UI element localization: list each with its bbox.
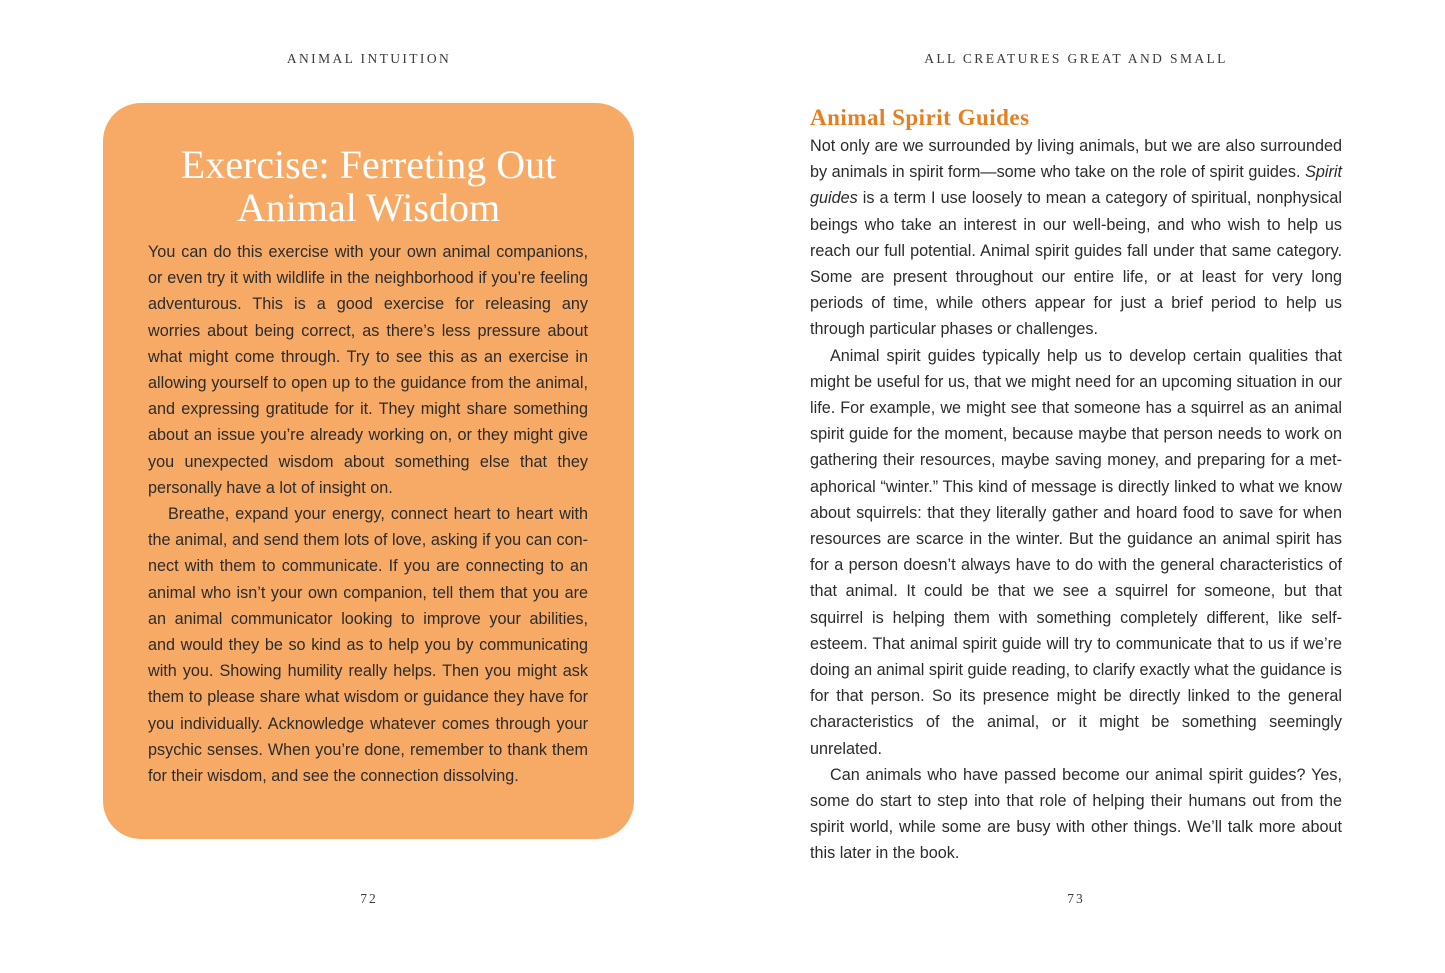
exercise-title xyxy=(103,143,634,229)
section-heading: Animal Spirit Guides xyxy=(810,105,1030,130)
exercise-title-line2: Animal Wisdom xyxy=(236,185,501,230)
page-number-left: 72 xyxy=(360,891,378,906)
body-paragraph-1-rest: is a term I use loosely to mean a category of spiritual, nonphysical beings who take an interest in our well-being, and who wish to help us reach our full potential. Animal spirit guides fall under that same category. Some are present throughout our entire life, or at least for very long periods of time, while others appear for just a brief period to help us through particular phases or challenges. xyxy=(810,189,1342,339)
body-paragraph-1-italic: Spirit guides xyxy=(810,163,1342,208)
right-body-text xyxy=(810,133,1342,867)
exercise-body xyxy=(148,239,588,789)
running-head-right: ALL CREATURES GREAT AND SMALL xyxy=(924,51,1228,66)
body-paragraph-1 xyxy=(810,133,1342,343)
running-head-left: ANIMAL INTUITION xyxy=(286,51,452,66)
body-paragraph-3: Can animals who have passed become our animal spirit guides? Yes, some do start to step into that role of helping their humans out from the spirit world, while some are busy with other things. We’ll talk more about this later in the book. xyxy=(810,765,1342,863)
body-paragraph-1-lead: Not only are we surrounded by living animals, but we are also surrounded by animals in spirit form—some who take on the role of spirit guides. xyxy=(810,137,1342,182)
body-paragraph-2: Animal spirit guides typically help us to develop certain qualities that might be useful for us, that we might need for an upcoming situation in our life. For example, we might see that someone has a squirrel as an animal spirit guide for the moment, because maybe that person needs to work on gathering their resources, maybe saving money, and preparing for a metaphorical “winter.” This kind of message is directly linked to what we know about squirrels: that they literally gather and hoard food to save for when resources are scarce in the winter. But the guidance an animal spirit has for a person doesn’t always have to do with the general characteristics of that animal. It could be that we see a squirrel for someone, but that squirrel is helping them with something completely different, like self-esteem. That animal spirit guide will try to communicate that to us if we’re doing an animal spirit guide reading, to clarify exactly what the guidance is for that person. So its presence might be directly linked to the general characteristics of the animal, or it might be something seemingly unrelated. xyxy=(810,346,1342,758)
left-page xyxy=(0,0,722,973)
page-number-right: 73 xyxy=(1067,891,1085,906)
exercise-box xyxy=(103,103,634,839)
right-page xyxy=(722,0,1445,973)
exercise-title-line1: Exercise: Ferreting Out xyxy=(180,142,557,187)
exercise-paragraph-1: You can do this exercise with your own animal companions, or even try it with wildlife in the neighborhood if you’re feeling adventurous. This is a good exercise for releasing any worries about being correct, as there’s less pressure about what might come through. Try to see this as an exercise in allowing yourself to open up to the guidance from the animal, and expressing gratitude for it. They might share something about an issue you’re already working on, or they might give you unexpected wisdom about something else that they personally have a lot of insight on. xyxy=(148,243,588,497)
exercise-paragraph-2: Breathe, expand your energy, connect heart to heart with the animal, and send them lots of love, asking if you can connect with them to communicate. If you are connecting to an animal who isn’t your own companion, tell them that you are an animal communicator looking to improve your abilities, and would they be so kind as to help you by communicating with you. Showing humility really helps. Then you might ask them to please share what wisdom or guidance they have for you individually. Acknowledge whatever comes through your psychic senses. When you’re done, remember to thank them for their wisdom, and see the connection dissolving. xyxy=(148,505,588,786)
